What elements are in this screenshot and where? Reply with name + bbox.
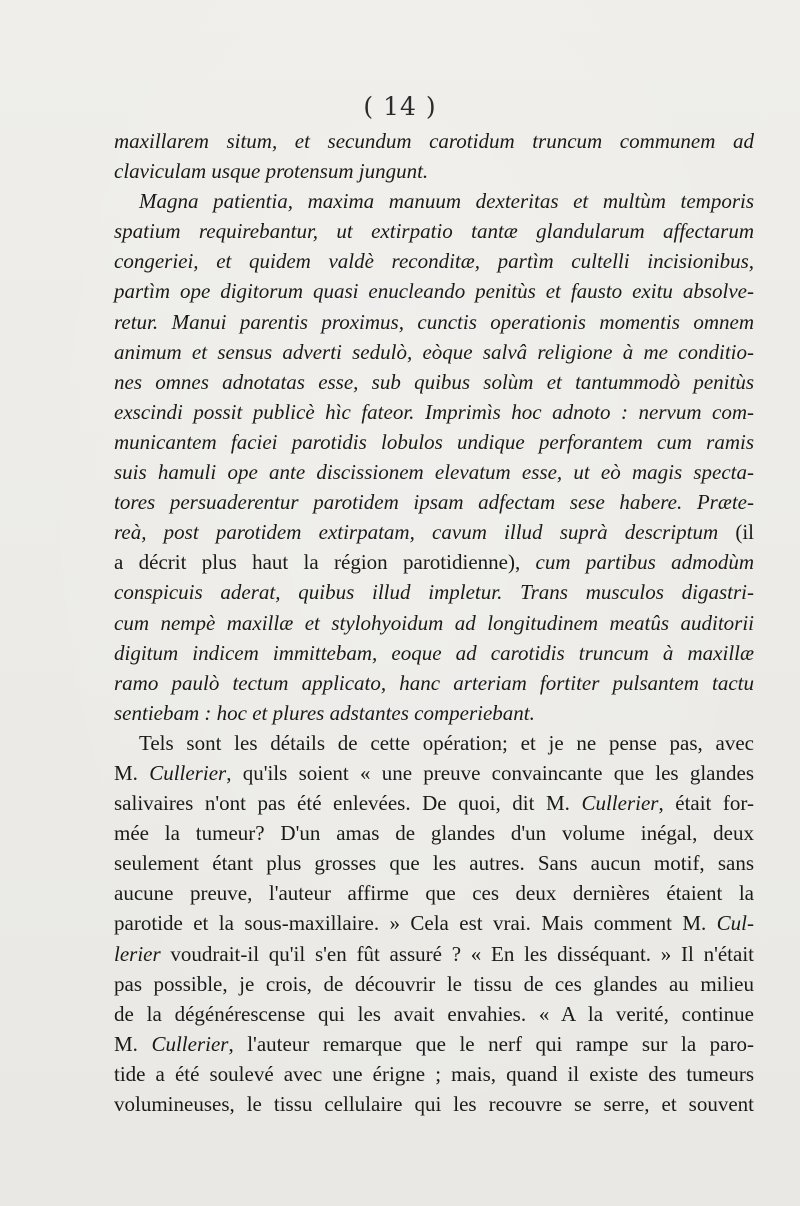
text-segment: , était for- [658, 791, 754, 816]
text-segment: M. [114, 1031, 152, 1056]
french-line [114, 788, 754, 818]
text-segment: M. [114, 760, 150, 785]
french-line: tide a été soulevé avec une érigne ; mais, quand il existe des tumeurs [114, 1061, 754, 1086]
text-segment: parotide et la sous-maxillaire. » Cela est vrai. Mais comment M. [114, 911, 717, 936]
latin-line: claviculam usque protensum jungunt. [114, 159, 429, 184]
latin-line: Magna patientia, maxima manuum dexteritas et multùm temporis [139, 189, 754, 214]
author-name: Cul- [716, 911, 754, 936]
text-segment: salivaires n'ont pas été enlevées. De quoi, dit M. [114, 791, 582, 816]
author-name: Cullerier [151, 1031, 229, 1056]
latin-line: retur. Manui parentis proximus, cunctis operationis momentis omnem [114, 309, 754, 334]
french-line [114, 939, 754, 969]
latin-line: maxillarem situm, et secundum carotidum truncum communem ad [114, 129, 754, 153]
latin-line: nes omnes adnotatas esse, sub quibus solùm et tantummodò penitùs [114, 369, 754, 394]
latin-mixed-line [114, 517, 754, 547]
text-segment: , l'auteur remarque que le nerf qui rampe sur la paro- [228, 1031, 754, 1056]
french-line: aucune preuve, l'auteur affirme que ces deux dernières étaient la [114, 881, 754, 906]
french-line [114, 758, 754, 788]
latin-mixed-line [114, 547, 754, 577]
latin-line: cum nempè maxillæ et stylohyoidum ad longitudinem meatûs auditorii [114, 610, 754, 635]
french-segment: a décrit plus haut la région parotidienne), [114, 550, 536, 575]
latin-segment: cum partibus admodùm [535, 550, 754, 575]
latin-line: exscindi possit publicè hìc fateor. Imprimìs hoc adnoto : nervum com- [114, 399, 754, 424]
author-name: lerier [114, 941, 161, 966]
french-line [114, 908, 754, 938]
latin-segment: reà, post parotidem extirpatam, cavum illud suprà descriptum [114, 520, 719, 545]
text-segment: voudrait-il qu'il s'en fût assuré ? « En les disséquant. » Il n'était [160, 941, 754, 966]
latin-line: digitum indicem immittebam, eoque ad carotidis truncum à maxillæ [114, 640, 754, 665]
french-segment: (il [718, 520, 754, 545]
author-name: Cullerier [149, 760, 227, 785]
latin-line: tores persuaderentur parotidem ipsam adfectam sese habere. Præte- [114, 490, 754, 515]
latin-line: sentiebam : hoc et plures adstantes comperiebant. [114, 700, 535, 725]
french-line: mée la tumeur? D'un amas de glandes d'un volume inégal, deux [114, 821, 754, 846]
french-line: de la dégénérescense qui les avait envahies. « A la verité, continue [114, 1001, 754, 1026]
text-segment: , qu'ils soient « une preuve convaincante que les glandes [226, 760, 754, 785]
author-name: Cullerier [581, 791, 659, 816]
latin-line: partìm ope digitorum quasi enucleando penitùs et fausto exitu absolve- [114, 279, 754, 304]
french-line: Tels sont les détails de cette opération; et je ne pense pas, avec [139, 730, 754, 755]
latin-line: congeriei, et quidem valdè reconditæ, partìm cultelli incisionibus, [114, 249, 754, 274]
french-line [114, 1029, 754, 1059]
text-body [114, 126, 754, 1119]
latin-line: suis hamuli ope ante discissionem elevatum esse, ut eò magis specta- [114, 460, 754, 485]
latin-line: conspicuis aderat, quibus illud impletur. Trans musculos digastri- [114, 580, 754, 605]
french-line: volumineuses, le tissu cellulaire qui les recouvre se serre, et souvent [114, 1092, 754, 1116]
latin-line: spatium requirebantur, ut extirpatio tantæ glandularum affectarum [114, 219, 754, 244]
latin-line: animum et sensus adverti sedulò, eòque salvâ religione à me conditio- [114, 339, 754, 364]
page-number: ( 14 ) [363, 92, 437, 121]
latin-line: ramo paulò tectum applicato, hanc arteriam fortiter pulsantem tactu [114, 670, 754, 695]
french-line: pas possible, je crois, de découvrir le tissu de ces glandes au milieu [114, 971, 754, 996]
latin-line: municantem faciei parotidis lobulos undique perforantem cum ramis [114, 429, 754, 454]
french-line: seulement étant plus grosses que les autres. Sans aucun motif, sans [114, 851, 754, 876]
